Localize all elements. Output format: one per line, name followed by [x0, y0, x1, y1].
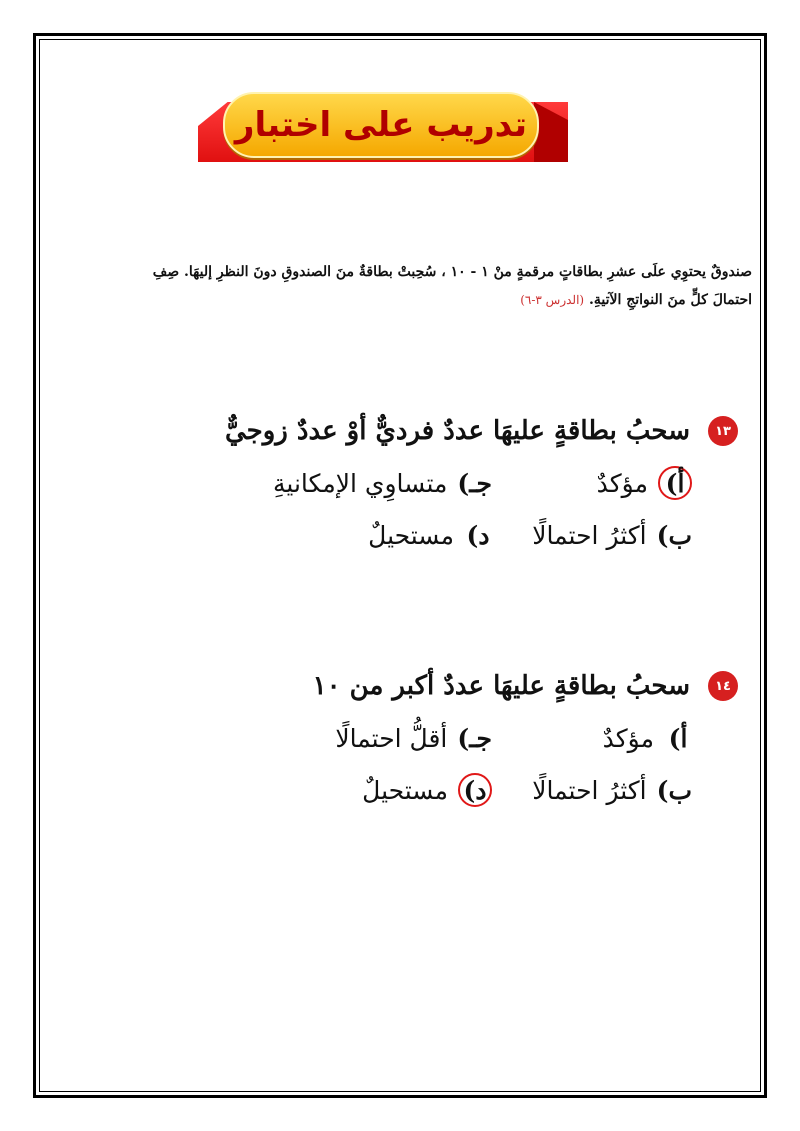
- options-grid: [118, 457, 692, 561]
- option-text: أكثرُ احتمالًا: [532, 520, 647, 550]
- option-text: مؤكدٌ: [602, 723, 654, 753]
- question-text: سحبُ بطاقةٍ عليهَا عددٌ فرديٌّ أوْ عددٌ زوجيٌّ: [224, 416, 690, 446]
- option-letter: د): [466, 520, 490, 550]
- question-number-badge: ١٤: [708, 671, 738, 701]
- option-c[interactable]: [232, 712, 492, 764]
- option-letter-circled: أ): [658, 466, 692, 500]
- question-number-badge: ١٣: [708, 416, 738, 446]
- option-text: مستحيلٌ: [368, 520, 454, 550]
- intro-paragraph: [52, 258, 752, 314]
- option-d[interactable]: [232, 509, 492, 561]
- question-stem: [118, 660, 738, 712]
- intro-line-1: صندوقٌ يحتوِي علَى عشرِ بطاقاتٍ مرقمةٍ منْ ١ - ١٠ ، سُحِبتْ بطاقةٌ منَ الصندوقِ دونَ النظرِ إليهَا. صِفِ: [152, 264, 752, 280]
- page-border-inner: [39, 39, 761, 1092]
- option-c[interactable]: [232, 457, 492, 509]
- option-letter-circled: د): [458, 773, 492, 807]
- question-stem: [118, 405, 738, 457]
- option-text: متساوِي الإمكانيةِ: [273, 468, 448, 498]
- option-letter: ب): [656, 775, 692, 805]
- option-text: أقلُّ احتمالًا: [335, 723, 448, 753]
- option-letter: جـ): [457, 468, 492, 498]
- intro-line-2-text: احتمالَ كلٍّ منَ النواتجِ الآتيةِ.: [588, 292, 752, 308]
- option-text: مستحيلٌ: [362, 775, 448, 805]
- option-b[interactable]: [492, 509, 692, 561]
- intro-line-2: [52, 286, 752, 314]
- option-a[interactable]: [492, 457, 692, 509]
- banner-pill: [223, 92, 539, 158]
- option-b[interactable]: [492, 764, 692, 816]
- option-text: أكثرُ احتمالًا: [532, 775, 647, 805]
- title-banner: [198, 92, 568, 170]
- option-letter: ب): [656, 520, 692, 550]
- question-14: [118, 660, 738, 816]
- options-grid: [118, 712, 692, 816]
- question-13: [118, 405, 738, 561]
- option-text: مؤكدٌ: [596, 468, 648, 498]
- option-a[interactable]: [492, 712, 692, 764]
- lesson-reference: (الدرس ٣-٦): [520, 293, 585, 307]
- option-letter: جـ): [457, 723, 492, 753]
- option-d[interactable]: [232, 764, 492, 816]
- page-title: تدريب على اختبار: [234, 105, 528, 145]
- option-letter: أ): [668, 723, 688, 753]
- question-text: سحبُ بطاقةٍ عليهَا عددٌ أكبر من ١٠: [312, 671, 690, 701]
